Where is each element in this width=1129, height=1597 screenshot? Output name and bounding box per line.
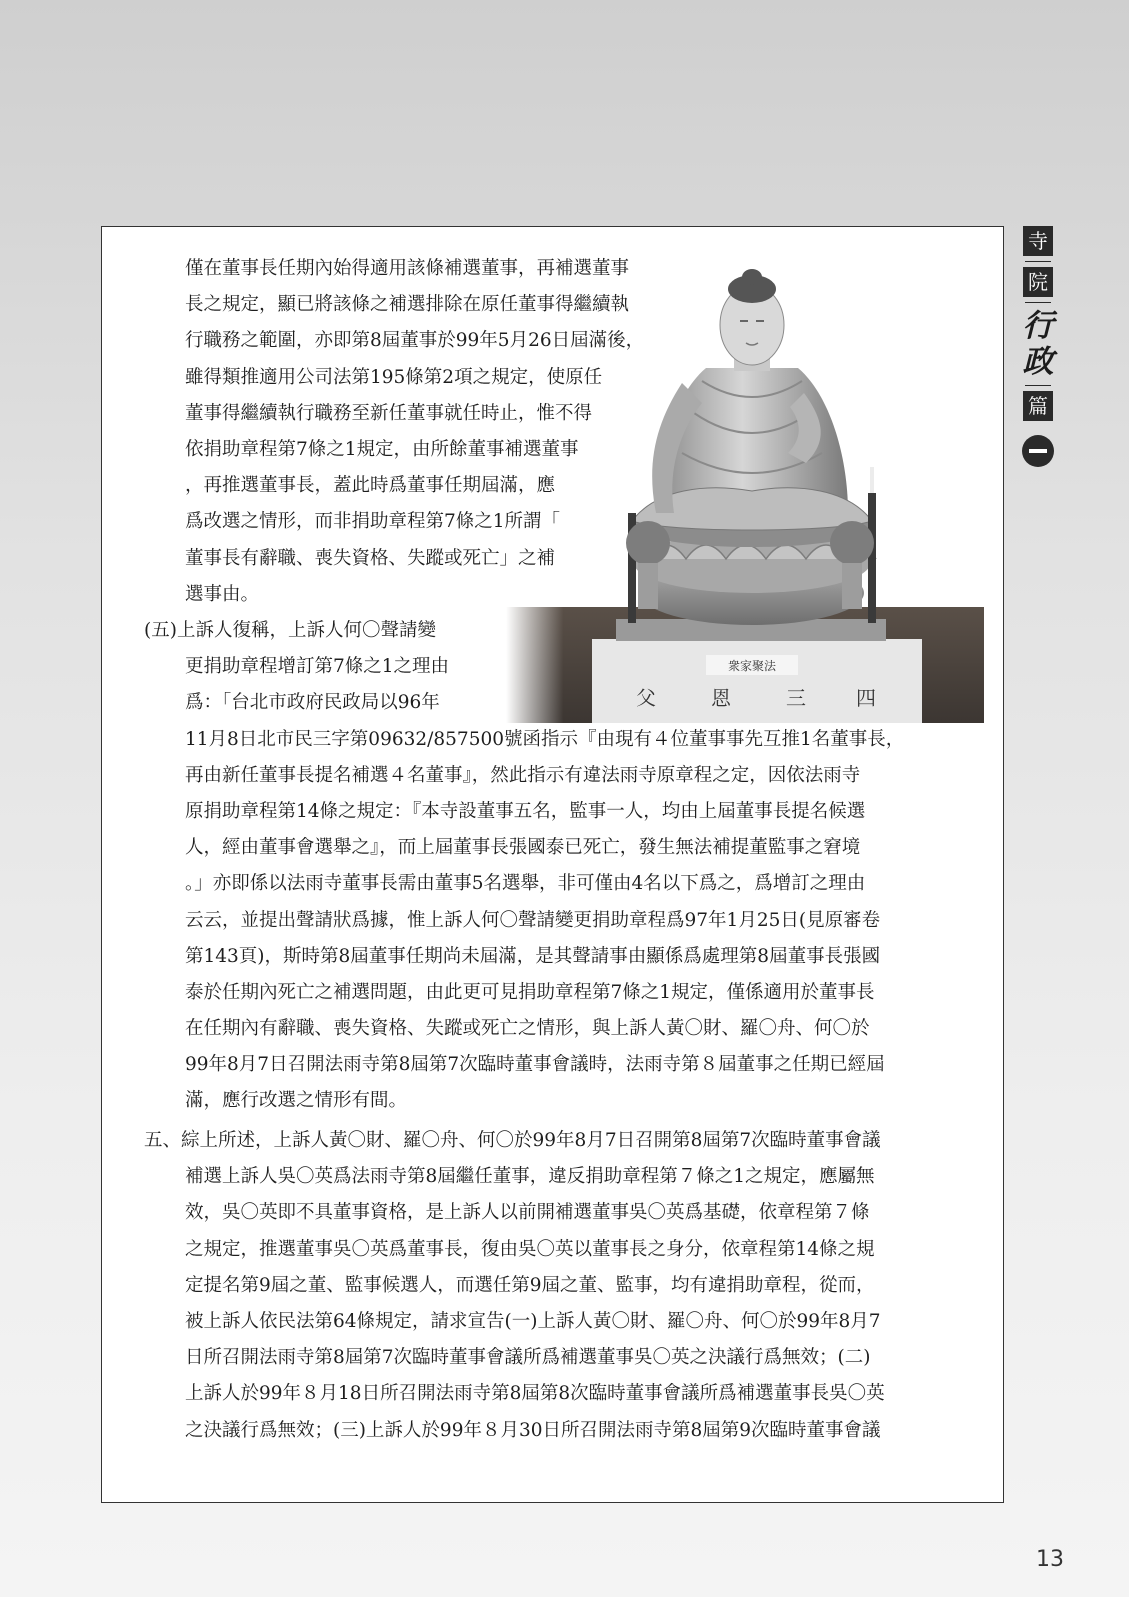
text-line: 之規定，推選董事吳〇英爲董事長，復由吳〇英以董事長之身分，依章程第14條之規 bbox=[185, 1238, 875, 1260]
text-line: 僅在董事長任期內始得適用該條補選董事，再補選董事 bbox=[185, 258, 630, 279]
text-line: 。」亦即係以法雨寺董事長需由董事5名選舉，非可僅由4名以下爲之，爲增訂之理由 bbox=[185, 873, 866, 895]
item-marker: (五) bbox=[144, 620, 177, 641]
text-line: 云云，並提出聲請狀爲據，惟上訴人何〇聲請變更捐助章程爲97年1月25日(見原審卷 bbox=[185, 909, 881, 931]
text-line: 更捐助章程增訂第7條之1之理由 bbox=[185, 656, 450, 678]
text-line: ，再推選董事長，蓋此時爲董事任期屆滿，應 bbox=[185, 475, 556, 497]
paragraph-item-5 bbox=[144, 1123, 885, 1449]
text-line: 董事得繼續執行職務至新任董事就任時止，惟不得 bbox=[185, 402, 593, 424]
tab-char-admin-1: 行 bbox=[1022, 308, 1054, 344]
text-line: 行職務之範圍，亦即第8屆董事於99年5月26日屆滿後， bbox=[185, 330, 645, 352]
text-line: 爲改選之情形，而非捐助章程第7條之1所謂「 bbox=[185, 511, 561, 533]
text-line: 長之規定，顯已將該條之補選排除在原任董事得繼續執 bbox=[185, 294, 630, 316]
text-line: 滿，應行改選之情形有間。 bbox=[185, 1090, 408, 1112]
text-line: 日所召開法雨寺第8屆第7次臨時董事會議所爲補選董事吳〇英之決議行爲無效；(二) bbox=[185, 1347, 871, 1369]
tab-char-courtyard: 院 bbox=[1023, 267, 1053, 297]
item-marker: 五、 bbox=[144, 1130, 182, 1151]
text-line: 泰於任期內死亡之補選問題，由此更可見捐助章程第7條之1規定，僅係適用於董事長 bbox=[185, 981, 875, 1003]
tab-char-temple: 寺 bbox=[1023, 226, 1053, 256]
paragraph-item-5-sub bbox=[144, 613, 904, 1120]
text-line: 在任期內有辭職、喪失資格、失蹤或死亡之情形，與上訴人黃〇財、羅〇舟、何〇於 bbox=[185, 1018, 870, 1040]
text-line: 爲：「台北市政府民政局以96年 bbox=[185, 692, 440, 714]
text-line: 原捐助章程第14條之規定：『本寺設董事五名，監事一人，均由上屆董事長提名候選 bbox=[185, 800, 866, 822]
text-line: 董事長有辭職、喪失資格、失蹤或死亡」之補 bbox=[185, 547, 556, 569]
tab-divider bbox=[1025, 261, 1051, 262]
text-line: 再由新任董事長提名補選４名董事』，然此指示有違法雨寺原章程之定，因依法雨寺 bbox=[185, 764, 861, 786]
paragraph-continuation bbox=[185, 251, 644, 613]
text-line: 之決議行爲無效；(三)上訴人於99年８月30日所召開法雨寺第8屆第9次臨時董事會議 bbox=[185, 1419, 881, 1441]
text-line: 人，經由董事會選舉之』，而上屆董事長張國泰已死亡，發生無法補提董監事之窘境 bbox=[185, 837, 861, 859]
chapter-number-badge bbox=[1022, 435, 1054, 467]
tab-divider bbox=[1025, 385, 1051, 386]
text-line: 補選上訴人吳〇英爲法雨寺第8屆繼任董事，違反捐助章程第７條之1之規定，應屬無 bbox=[185, 1166, 875, 1188]
chapter-side-tab bbox=[1020, 226, 1056, 484]
text-line: 依捐助章程第7條之1規定，由所餘董事補選董事 bbox=[185, 438, 579, 460]
tab-divider bbox=[1025, 302, 1051, 303]
text-line: 雖得類推適用公司法第195條第2項之規定，使原任 bbox=[185, 366, 603, 388]
content-box bbox=[101, 226, 1004, 1503]
tab-char-chapter: 篇 bbox=[1023, 391, 1053, 421]
text-line: 上訴人復稱，上訴人何〇聲請變 bbox=[176, 620, 436, 641]
text-line: 效，吳〇英即不具董事資格，是上訴人以前開補選董事吳〇英爲基礎，依章程第７條 bbox=[185, 1202, 870, 1224]
text-line: 99年8月7日召開法雨寺第8屆第7次臨時董事會議時，法雨寺第８屆董事之任期已經屆 bbox=[185, 1054, 885, 1076]
text-line: 綜上所述，上訴人黃〇財、羅〇舟、何〇於99年8月7日召開第8屆第7次臨時董事會議 bbox=[181, 1130, 881, 1151]
text-line: 11月8日北市民三字第09632/857500號函指示『由現有４位董事事先互推1名董事長， bbox=[185, 728, 905, 750]
text-line: 被上訴人依民法第64條規定，請求宣告(一)上訴人黃〇財、羅〇舟、何〇於99年8月7 bbox=[185, 1310, 881, 1332]
text-line: 上訴人於99年８月18日所召開法雨寺第8屆第8次臨時董事會議所爲補選董事長吳〇英 bbox=[185, 1383, 885, 1405]
text-line: 第143頁)，斯時第8屆董事任期尚未屆滿，是其聲請事由顯係爲處理第8屆董事長張國 bbox=[185, 945, 881, 967]
text-line: 定提名第9屆之董、監事候選人，而選任第9屆之董、監事，均有違捐助章程，從而， bbox=[185, 1274, 875, 1296]
page-number: 13 bbox=[1036, 1547, 1064, 1572]
tab-char-admin-2: 政 bbox=[1022, 344, 1054, 380]
text-line: 選事由。 bbox=[185, 583, 260, 605]
